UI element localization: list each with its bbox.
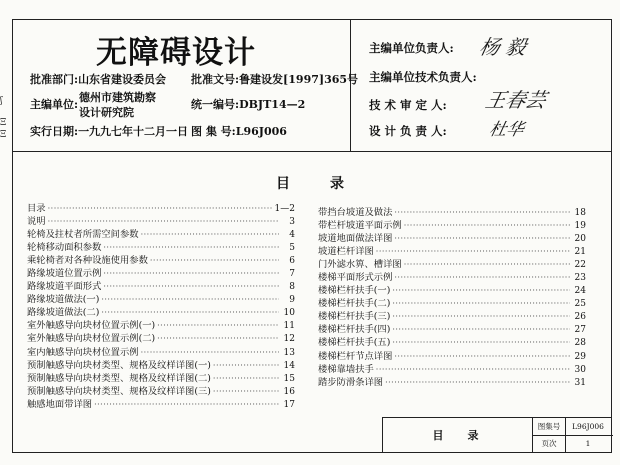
toc-entry-title: 路缘坡道做法(二) (27, 307, 100, 319)
toc-leader-dots (94, 398, 279, 411)
toc-entry-page: 14 (283, 360, 295, 371)
toc-entry (27, 346, 295, 359)
toc-leader-dots (404, 219, 570, 232)
toc-leader-dots (213, 372, 279, 385)
approval-dept (30, 73, 166, 86)
toc-entry (27, 332, 295, 345)
toc-entry (27, 241, 295, 254)
toc-leader-dots (101, 293, 279, 306)
effective-date-label: 实行日期: (30, 125, 79, 138)
toc-entry-page: 9 (289, 295, 295, 306)
effective-date-value: 一九九七年十二月一日 (78, 125, 189, 138)
signature-chief-editor: 杨 毅 (477, 35, 529, 59)
title-block-atlas-value: L96J006 (572, 422, 604, 431)
toc-entry-page: 28 (574, 338, 586, 349)
toc-entry-page: 25 (574, 299, 586, 310)
toc-leader-dots (103, 241, 279, 254)
approval-doc (191, 73, 358, 86)
title-block-atlas-label: 图集号 (537, 422, 561, 431)
unified-code-value: DBJT14—2 (239, 98, 306, 111)
toc-entry-title: 坡道栏杆详图 (318, 246, 374, 258)
atlas-title: 无障碍设计 (96, 35, 256, 71)
toc-entry-page: 27 (574, 325, 586, 336)
approval-doc-value: 鲁建设发[1997]365号 (239, 73, 359, 86)
toc-entry (318, 323, 586, 336)
unified-code-label: 统一编号: (191, 98, 240, 111)
toc-entry-title: 室内触感导向块材位置示例 (27, 346, 139, 358)
toc-entry (27, 280, 295, 293)
toc-entry-page: 5 (289, 243, 295, 254)
toc-entry-title: 路缘坡道做法(一) (27, 294, 100, 306)
toc-entry-title: 楼梯栏杆扶手(四) (318, 324, 391, 336)
toc-entry-title: 楼梯平面形式示例 (318, 272, 393, 284)
toc-entry-page: 12 (283, 334, 295, 345)
toc-entry-title: 室外触感导向块材位置示例(二) (27, 333, 156, 345)
editor-unit-line1: 德州市建筑勘察 (79, 91, 156, 104)
toc-entry-title: 带挡台坡道及做法 (318, 207, 393, 218)
toc-entry (318, 232, 586, 245)
editor-unit-line2: 设计研究院 (79, 106, 134, 119)
toc-entry-page: 1—2 (274, 204, 295, 214)
toc-leader-dots (392, 297, 570, 310)
toc-leader-dots (394, 350, 570, 363)
toc-entry (27, 319, 295, 332)
toc-entry-page: 16 (283, 386, 295, 397)
toc-entry-page: 24 (574, 286, 586, 297)
toc-entry (27, 398, 295, 411)
title-block (382, 417, 612, 453)
toc-entry-page: 29 (574, 351, 586, 362)
toc-entry (318, 376, 586, 389)
toc-leader-dots (394, 232, 570, 245)
sig-label-technical-reviewer: 技 术 审 定 人: (369, 98, 447, 112)
toc-entry-page: 13 (283, 347, 295, 358)
toc-entry-title: 楼梯栏杆扶手(五) (318, 337, 391, 349)
toc-entry-page: 21 (574, 247, 586, 258)
toc-entry (27, 215, 295, 228)
toc-leader-dots (48, 215, 279, 228)
toc-leader-dots (150, 254, 279, 267)
toc-entry (27, 359, 295, 372)
toc-entry-title: 坡道地面做法详图 (318, 233, 393, 245)
toc-leader-dots (101, 306, 279, 319)
toc-entry-title: 室外触感导向块材位置示例(一) (27, 320, 156, 332)
edge-mark: Ξ (0, 118, 7, 128)
toc-leader-dots (376, 245, 570, 258)
toc-leader-dots (213, 385, 279, 398)
toc-leader-dots (141, 346, 279, 359)
toc-entry-page: 6 (289, 256, 295, 267)
toc-entry (318, 258, 586, 271)
signature-design-lead: 杜华 (487, 120, 526, 140)
toc-leader-dots (157, 319, 279, 332)
toc-entry (318, 350, 586, 363)
toc-entry-page: 3 (289, 217, 295, 228)
editor-unit-label: 主编单位: (30, 98, 79, 111)
toc-entry-title: 预制触感导向块材类型、规格及纹样详图(三) (27, 385, 211, 397)
toc-entry (318, 336, 586, 349)
toc-entry-page: 8 (289, 282, 295, 293)
toc-entry-title: 说明 (27, 216, 46, 228)
edge-mark: ʃ (0, 96, 3, 106)
toc-entry (318, 284, 586, 297)
toc-entry-page: 18 (574, 208, 586, 218)
toc-entry-title: 路缘坡道平面形式 (27, 281, 102, 293)
toc-leader-dots (392, 310, 570, 323)
toc-entry-page: 19 (574, 221, 586, 232)
title-block-page-label: 页次 (541, 439, 557, 448)
toc-entry-title: 目录 (27, 203, 46, 214)
toc-entry-title: 踏步防滑条详图 (318, 376, 384, 388)
toc-entry-title: 门外滤水箅、槽详图 (318, 259, 402, 271)
toc-entry-title: 楼梯栏杆扶手(二) (318, 298, 391, 310)
toc-entry-page: 10 (283, 308, 295, 319)
toc-entry (27, 372, 295, 385)
toc-entry-page: 23 (574, 273, 586, 284)
toc-entry (27, 385, 295, 398)
toc-leader-dots (213, 359, 279, 372)
toc-entry-page: 30 (574, 364, 586, 375)
toc-entry-page: 15 (283, 373, 295, 384)
toc-leader-dots (48, 202, 273, 215)
sig-label-technical-lead: 主编单位技术负责人: (369, 70, 477, 84)
toc-leader-dots (103, 267, 279, 280)
toc-entry (318, 310, 586, 323)
toc-leader-dots (376, 363, 570, 376)
toc-leader-dots (385, 376, 570, 389)
toc-entry (318, 363, 586, 376)
toc-entry-title: 轮椅移动面积参数 (27, 242, 102, 254)
sig-label-design-lead: 设 计 负 责 人: (369, 124, 447, 138)
sig-label-chief-editor: 主编单位负责人: (369, 41, 454, 55)
toc-leader-dots (394, 271, 570, 284)
approval-dept-label: 批准部门: (30, 73, 79, 86)
toc-leader-dots (392, 323, 570, 336)
toc-leader-dots (157, 332, 279, 345)
toc-entry (27, 228, 295, 241)
toc-entry-title: 楼梯靠墙扶手 (318, 363, 374, 375)
approval-doc-label: 批准文号: (191, 73, 240, 86)
toc-entry-title: 触感地面带详图 (27, 398, 93, 410)
signature-technical-reviewer: 王春芸 (483, 88, 549, 112)
toc-entry-title: 预制触感导向块材类型、规格及纹样详图(二) (27, 372, 211, 384)
title-block-page-value: 1 (585, 439, 591, 448)
atlas-number-label: 图 集 号: (191, 125, 236, 138)
toc-entry (27, 306, 295, 319)
toc-entry (27, 254, 295, 267)
toc-entry-title: 带栏杆坡道平面示例 (318, 220, 402, 232)
header-divider (12, 151, 612, 152)
toc-entry-page: 7 (289, 269, 295, 280)
toc-leader-dots (141, 228, 279, 241)
toc-entry-page: 17 (283, 399, 295, 410)
toc-entry-page: 26 (574, 312, 586, 323)
toc-entry (27, 202, 295, 215)
toc-entry (27, 293, 295, 306)
toc-heading: 目录 (276, 176, 384, 192)
toc-entry (318, 271, 586, 284)
toc-entry-title: 楼梯栏杆扶手(三) (318, 311, 391, 323)
toc-entry (318, 297, 586, 310)
atlas-number (191, 125, 287, 138)
toc-entry-title: 楼梯栏杆节点详图 (318, 350, 393, 362)
unified-code (191, 98, 305, 111)
toc-entry-title: 预制触感导向块材类型、规格及纹样详图(一) (27, 359, 211, 371)
toc-entry-title: 乘轮椅者对各种设施使用参数 (27, 255, 148, 267)
toc-entry-page: 11 (283, 321, 295, 332)
toc-entry-title: 轮椅及拄杖者所需空间参数 (27, 229, 139, 241)
toc-entry (318, 206, 586, 219)
toc-entry-title: 楼梯栏杆扶手(一) (318, 285, 391, 297)
toc-leader-dots (392, 284, 570, 297)
toc-left-column (27, 202, 295, 411)
atlas-number-value: L96J006 (235, 125, 287, 138)
edge-mark: Ξ (0, 130, 7, 140)
approval-dept-value: 山东省建设委员会 (78, 73, 167, 86)
toc-leader-dots (404, 258, 570, 271)
toc-entry (27, 267, 295, 280)
toc-entry (318, 219, 586, 232)
toc-leader-dots (392, 336, 570, 349)
toc-right-column (318, 206, 586, 389)
effective-date (30, 125, 188, 138)
toc-leader-dots (394, 206, 570, 219)
title-block-name: 目录 (383, 418, 533, 453)
toc-entry-title: 路缘坡道位置示例 (27, 268, 102, 280)
toc-entry-page: 31 (574, 377, 586, 388)
toc-entry-page: 22 (574, 260, 586, 271)
toc-entry-page: 20 (574, 234, 586, 245)
toc-leader-dots (103, 280, 279, 293)
toc-entry (318, 245, 586, 258)
toc-entry-page: 4 (289, 230, 295, 241)
